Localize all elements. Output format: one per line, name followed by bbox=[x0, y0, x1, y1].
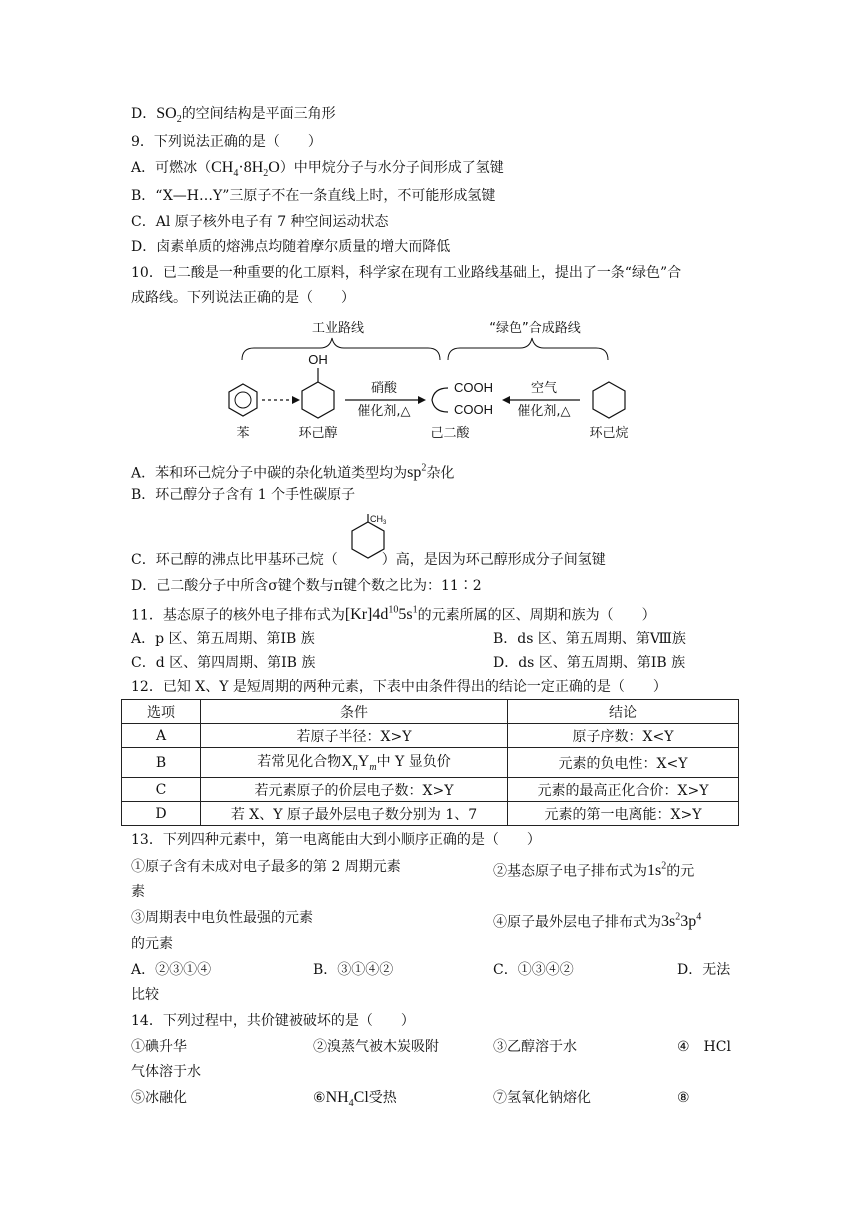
q14-item-5: ⑤冰融化 bbox=[131, 1090, 187, 1106]
q9-option-b: B．“X—H…Y”三原子不在一条直线上时，不可能形成氢键 bbox=[131, 188, 496, 204]
q13-item-4-wrap: 的元素 bbox=[131, 936, 173, 952]
q10-option-c: C．环己醇的沸点比甲基环己烷（ ）高，是因为环己醇形成分子间氢键 bbox=[131, 552, 606, 568]
q12-stem: 12．已知 X、Y 是短周期的两种元素，下表中由条件得出的结论一定正确的是（ ） bbox=[131, 679, 667, 695]
oh-group: OH bbox=[308, 352, 328, 367]
q14-item-7: ⑦氢氧化钠熔化 bbox=[493, 1090, 591, 1106]
ch3-group: $CH_3$ bbox=[370, 514, 387, 526]
table-row: C 若元素原子的价层电子数：X>Y 元素的最高正化合价：X>Y bbox=[122, 778, 739, 802]
q11-option-c: C．d 区、第四周期、第ⅠB 族 bbox=[131, 655, 316, 671]
q13-item-2-wrap: 素 bbox=[131, 884, 145, 900]
q14-item-6: $⑥NH_4Cl$受热 bbox=[313, 1089, 397, 1110]
reagent-catalyst-heat-2: 催化剂,△ bbox=[517, 404, 571, 419]
adipic-acid-label: 己二酸 bbox=[430, 426, 470, 441]
q10-option-d: D．己二酸分子中所含σ键个数与π键个数之比为：11∶2 bbox=[131, 578, 482, 594]
q13-option-d: D．无法 bbox=[677, 962, 731, 978]
table-row: B 若常见化合物$X_nY_m$中 Y 显负价 元素的负电性：X<Y bbox=[122, 748, 739, 778]
header-condition: 条件 bbox=[201, 700, 508, 724]
table-header-row bbox=[122, 700, 739, 724]
reagent-nitric-acid: 硝酸 bbox=[370, 381, 398, 396]
q9-option-c: C．Al 原子核外电子有 7 种空间运动状态 bbox=[131, 214, 389, 230]
q13-item-3: ③周期表中电负性最强的元素 bbox=[131, 910, 313, 926]
q11-option-d: D．ds 区、第五周期、第ⅠB 族 bbox=[493, 655, 686, 671]
q9-stem: 9．下列说法正确的是（ ） bbox=[131, 134, 322, 150]
q14-item-1: ①碘升华 bbox=[131, 1039, 187, 1055]
q11-option-a: A．p 区、第五周期、第ⅠB 族 bbox=[131, 631, 315, 647]
q10-stem-line1: 10．已二酸是一种重要的化工原料，科学家在现有工业路线基础上，提出了一条“绿色”合 bbox=[131, 265, 682, 281]
adipic-acid-structure bbox=[432, 388, 448, 412]
q9-option-a: A．可燃冰$(CH_4\cdot 8H_2O)$中甲烷分子与水分子间形成了氢键 bbox=[131, 159, 504, 180]
q9-option-d: D．卤素单质的熔沸点均随着摩尔质量的增大而降低 bbox=[131, 239, 451, 255]
green-route-brace bbox=[448, 338, 608, 360]
q13-item-1: ①原子含有未成对电子最多的第 2 周期元素 bbox=[131, 859, 401, 875]
q13-item-2: ②基态原子电子排布式为$1s^2$的元 bbox=[493, 861, 695, 880]
q13-item-4: ④原子最外层电子排布式为$3s^23p^4$ bbox=[493, 912, 702, 931]
q14-item-4-wrap: 气体溶于水 bbox=[131, 1064, 201, 1080]
q14-item-3: ③乙醇溶于水 bbox=[493, 1039, 577, 1055]
q8-option-d: D．$SO_2$的空间结构是平面三角形 bbox=[131, 105, 336, 126]
cyclohexane-structure bbox=[593, 382, 625, 418]
q10-option-a: A．苯和环己烷分子中碳的杂化轨道类型均为$sp^2$杂化 bbox=[131, 463, 455, 482]
q11-option-b: B．ds 区、第五周期、第Ⅷ族 bbox=[493, 631, 686, 647]
dashed-arrow-head bbox=[292, 396, 300, 404]
cyclohexane-label: 环己烷 bbox=[589, 426, 629, 441]
header-conclusion: 结论 bbox=[508, 700, 739, 724]
adipic-acid-synthesis-diagram bbox=[220, 318, 640, 448]
header-option: 选项 bbox=[122, 700, 201, 724]
q13-option-b: B．③①④② bbox=[313, 962, 394, 978]
table-row: A 若原子半径：X>Y 原子序数：X<Y bbox=[122, 724, 739, 748]
q11-stem: 11．基态原子的核外电子排布式为$[Kr]4d^{10}5s^1$的元素所属的区、周期和族为（ ） bbox=[131, 605, 656, 624]
cooh-top: COOH bbox=[454, 380, 493, 395]
q10-option-b: B．环己醇分子含有 1 个手性碳原子 bbox=[131, 487, 356, 503]
cooh-bottom: COOH bbox=[454, 402, 493, 417]
cyclohexanol-structure bbox=[302, 368, 334, 418]
q13-option-c: C．①③④② bbox=[493, 962, 574, 978]
q14-item-8: ⑧ bbox=[677, 1090, 690, 1106]
industrial-route-label: 工业路线 bbox=[311, 321, 365, 336]
green-route-label: “绿色”合成路线 bbox=[489, 321, 581, 336]
q13-stem: 13．下列四种元素中，第一电离能由大到小顺序正确的是（ ） bbox=[131, 832, 541, 848]
benzene-label: 苯 bbox=[236, 426, 250, 441]
benzene-structure bbox=[229, 384, 257, 416]
q14-item-4: ④ HCl bbox=[677, 1039, 731, 1055]
table-row: D 若 X、Y 原子最外层电子数分别为 1、7 元素的第一电离能：X>Y bbox=[122, 802, 739, 826]
cyclohexanol-label: 环己醇 bbox=[298, 426, 338, 441]
q10-stem-line2: 成路线。下列说法正确的是（ ） bbox=[131, 290, 355, 306]
industrial-route-brace bbox=[242, 338, 440, 360]
q12-table bbox=[121, 699, 739, 826]
q13-option-a: A．②③①④ bbox=[131, 962, 212, 978]
q14-item-2: ②溴蒸气被木炭吸附 bbox=[313, 1039, 439, 1055]
q14-stem: 14．下列过程中，共价键被破坏的是（ ） bbox=[131, 1013, 415, 1029]
reagent-catalyst-heat-1: 催化剂,△ bbox=[357, 404, 411, 419]
reagent-air: 空气 bbox=[530, 381, 558, 396]
q13-option-d-wrap: 比较 bbox=[131, 987, 159, 1003]
